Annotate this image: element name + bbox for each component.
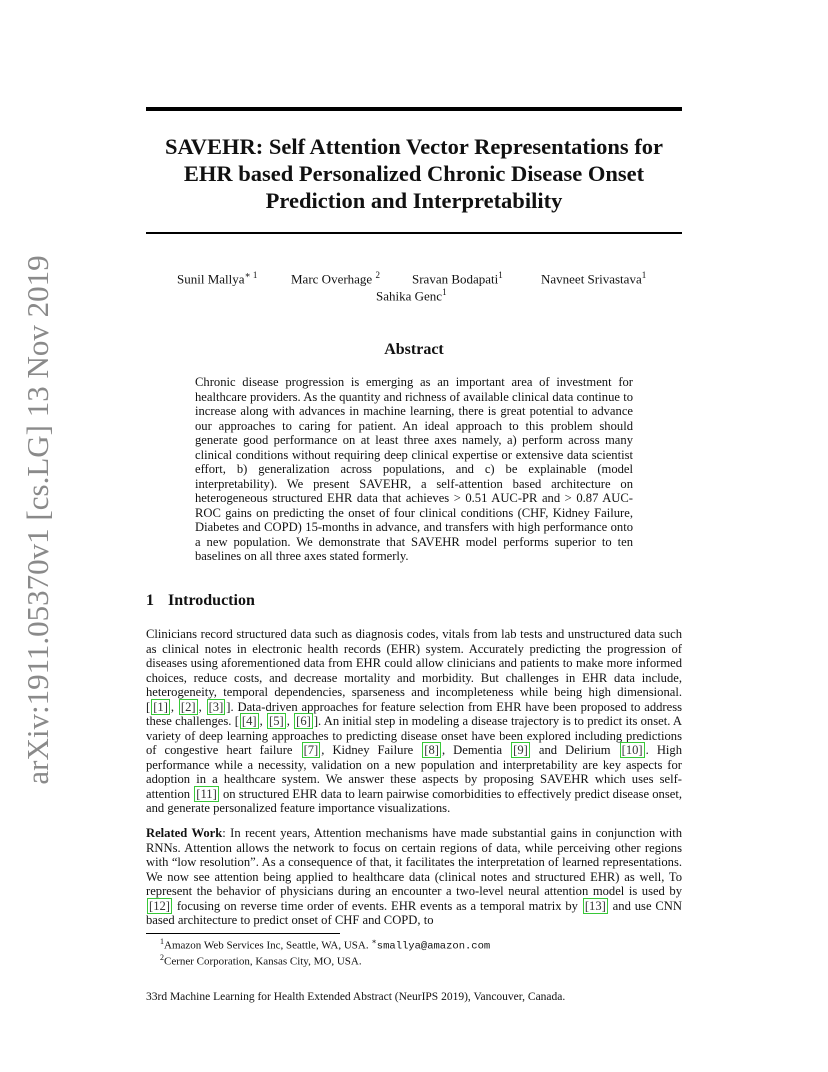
intro-paragraph-related-work: Related Work: In recent years, Attention mechanisms have made substantial gains in conjunction with RNNs. Attention allows the network to focus on certain regions of data, while perceiving other regions with “low resolution”. As a consequence of that, it facilitates the interpretation of learned representations. We now see attention being applied to healthcare data (clinical notes and structured EHR) as well, To represent the behavior of physicians during an encounter a two-level neural attention model is used by [12] focusing on reverse time order of events. EHR events as a temporal matrix by [13] and use CNN based architecture to predict onset of CHF and COPD, to	[146, 826, 682, 927]
citation-link[interactable]: [11]	[196, 786, 217, 801]
citation-link[interactable]: [8]	[424, 743, 439, 757]
section-number: 1	[146, 592, 154, 609]
footnote-2: $^2$Cerner Corporation, Kansas City, MO, USA.	[160, 953, 362, 968]
author-sunil-mallya: Sunil Mallya$^{∗ 1}$	[177, 270, 258, 287]
citation-link[interactable]: [7]	[303, 743, 319, 757]
citation-link[interactable]: [9]	[513, 743, 528, 757]
title-line-3: Prediction and Interpretability	[265, 188, 563, 213]
citation-link[interactable]: [1]	[153, 699, 168, 714]
citation-link[interactable]: [4]	[241, 714, 257, 728]
author-sravan-bodapati: Sravan Bodapati$^1$	[412, 270, 503, 287]
author-marc-overhage: Marc Overhage $^2$	[291, 270, 380, 287]
related-work-lead: Related Work	[146, 826, 223, 840]
section-heading-introduction	[146, 592, 255, 610]
citation-link[interactable]: [2]	[180, 699, 196, 714]
footnote-rule	[146, 933, 340, 934]
title-line-2: EHR based Personalized Chronic Disease Onset	[183, 161, 645, 186]
title-bottom-rule	[146, 232, 682, 234]
citation-link[interactable]: [3]	[208, 699, 224, 714]
conference-note: 33rd Machine Learning for Health Extended Abstract (NeurIPS 2019), Vancouver, Canada.	[146, 991, 566, 1003]
author-navneet-srivastava: Navneet Srivastava$^1$	[541, 270, 647, 287]
abstract-heading: Abstract	[384, 341, 444, 358]
author-sahika-genc: Sahika Genc$^1$	[376, 287, 447, 304]
abstract-text: Chronic disease progression is emerging as an important area of investment for healthcare providers. As the quantity and richness of available clinical data continue to increase along with advances in machine learning, there is great potential to advance our approaches to caring for patient. An ideal approach to this problem should generate good performance on at least three axes namely, a) perform across many clinical conditions without requiring deep clinical expertise or extensive data scientist effort, b) generalization across populations, and c) be explainable (model interpretability). We present SAVEHR, a self-attention based architecture on heterogeneous structured EHR data that achieves > 0.51 AUC-PR and > 0.87 AUC-ROC gains on predicting the onset of four clinical conditions (CHF, Kidney Failure, Diabetes and COPD) 15-months in advance, and transfers with high performance onto a new population. We demonstrate that SAVEHR model performs superior to ten baselines on all three axes stated formerly.	[195, 375, 633, 563]
citation-link[interactable]: [5]	[269, 714, 284, 728]
email-link[interactable]: smallya@amazon.com	[376, 940, 491, 953]
footnote-1: $^1$Amazon Web Services Inc, Seattle, WA, USA. ∗smallya@amazon.com	[160, 937, 491, 953]
citation-link[interactable]: [13]	[584, 898, 606, 913]
citation-link[interactable]: [6]	[296, 714, 311, 728]
citation-link[interactable]: [10]	[621, 743, 643, 757]
title-top-rule	[146, 107, 682, 111]
intro-paragraph-1: Clinicians record structured data such as diagnosis codes, vitals from lab tests and unstructured data such as clinical notes in electronic health records (EHR) system. Accurately predicting the progression of diseases using aforementioned data from EHR could allow clinicians and patients to make more informed choices, reduce costs, and decrease mortality and morbidity. But challenges in EHR data include, heterogeneity, temporal dependencies, sparseness and incompleteness while being high dimensional. [ [1] , [2] , [3] ]. Data-driven approaches for feature selection from EHR have been proposed to address these challenges. [ [4] , [5] , [6] ]. An initial step in modeling a disease trajectory is to predict its onset. A variety of deep learning approaches to predicting disease onset have been explored including predictions of congestive heart failure [7] , Kidney Failure [8] , Dementia [9] and Delirium [10] . High performance while a necessity, validation on a new population and interpretability are key aspects for adoption in a healthcare system. We answer these aspects by proposing SAVEHR which uses self-attention [11] on structured EHR data to learn pairwise comorbidities to effectively predict disease onset, and generate personalized feature importance visualizations.	[146, 627, 683, 815]
section-title: Introduction	[168, 592, 255, 609]
citation-link[interactable]: [12]	[149, 898, 170, 913]
title-line-1: SAVEHR: Self Attention Vector Representations for	[164, 134, 664, 159]
arxiv-identifier: arXiv:1911.05370v1 [cs.LG] 13 Nov 2019	[20, 255, 55, 785]
